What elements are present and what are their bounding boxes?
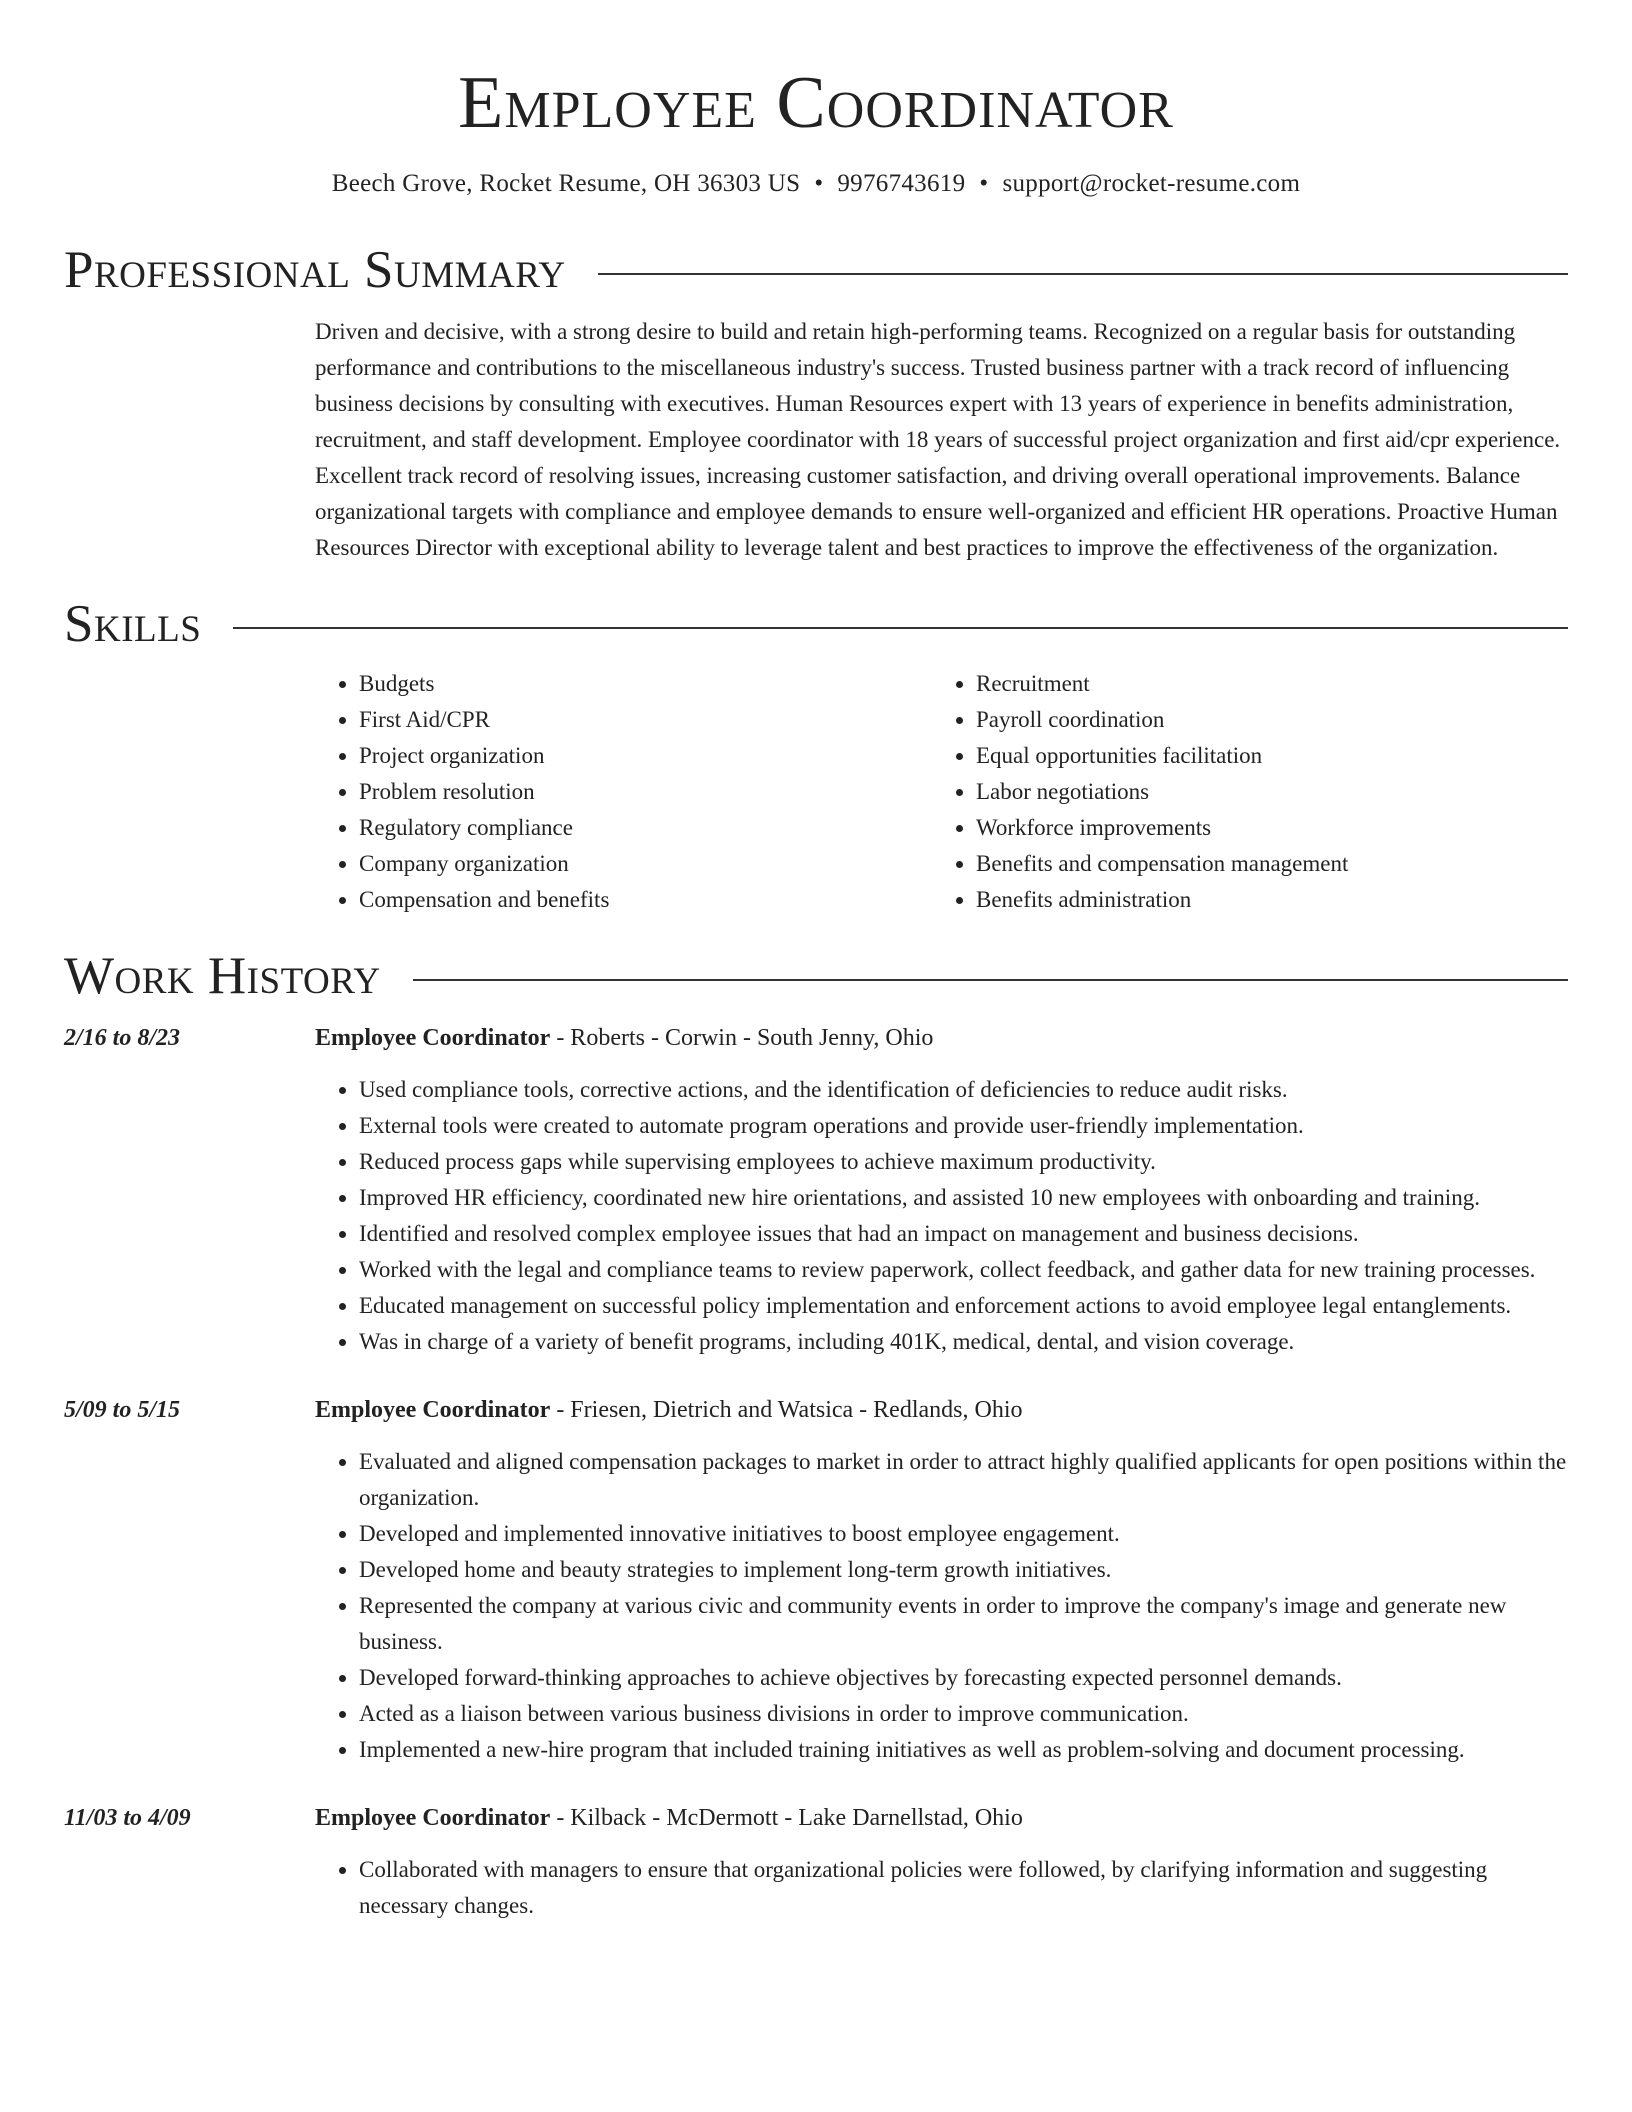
summary-heading: Professional Summary [64,241,566,299]
job-bullets [315,1444,1568,1768]
job-org: - Friesen, Dietrich and Watsica - Redlands, Ohio [550,1397,1023,1423]
job-bullet: • Developed forward-thinking approaches to achieve objectives by forecasting expected personnel demands. [359,1660,1568,1696]
skills-column-left [315,666,932,918]
section-divider [413,979,1568,981]
job-bullet: • Worked with the legal and compliance teams to review paperwork, collect feedback, and gather data for new training processes. [359,1252,1568,1288]
job-dates: 11/03 to 4/09 [64,1805,191,1831]
job-body [315,1020,1568,1360]
contact-address: Beech Grove, Rocket Resume, OH 36303 US [331,170,801,197]
job-entry [64,1020,1568,1360]
job-org: - Roberts - Corwin - South Jenny, Ohio [550,1025,934,1051]
contact-email[interactable]: support@rocket-resume.com [1002,170,1301,197]
skill-item: • Problem resolution [359,774,932,810]
job-bullet: • Collaborated with managers to ensure that organizational policies were followed, by clarifying information and suggesting necessary changes. [359,1852,1568,1924]
job-title-line [315,1800,1568,1836]
skill-item: • Company organization [359,846,932,882]
job-bullet: • Reduced process gaps while supervising employees to achieve maximum productivity. [359,1144,1568,1180]
contact-line [64,168,1568,200]
contact-separator: • [814,170,824,197]
contact-separator: • [979,170,989,197]
skill-item: • Regulatory compliance [359,810,932,846]
skill-item: • Payroll coordination [976,702,1549,738]
job-bullet: • Used compliance tools, corrective actions, and the identification of deficiencies to reduce audit risks. [359,1072,1568,1108]
skill-item: • Budgets [359,666,932,702]
skill-item: • First Aid/CPR [359,702,932,738]
skills-list [315,666,1568,918]
job-dates: 2/16 to 8/23 [64,1025,181,1051]
resume-page [64,0,1568,1924]
skill-item: • Project organization [359,738,932,774]
job-body [315,1800,1568,1924]
job-title-line [315,1020,1568,1056]
contact-phone: 9976743619 [837,170,966,197]
candidate-name: Employee Coordinator [458,62,1174,144]
job-role: Employee Coordinator [315,1025,551,1051]
job-bullet: • Was in charge of a variety of benefit programs, including 401K, medical, dental, and vision coverage. [359,1324,1568,1360]
job-bullet: • Identified and resolved complex employee issues that had an impact on management and business decisions. [359,1216,1568,1252]
skill-item: • Equal opportunities facilitation [976,738,1549,774]
job-bullet: • Educated management on successful policy implementation and enforcement actions to avoid employee legal entanglements. [359,1288,1568,1324]
job-bullet: • Improved HR efficiency, coordinated new hire orientations, and assisted 10 new employees with onboarding and training. [359,1180,1568,1216]
job-bullet: • Implemented a new-hire program that included training initiatives as well as problem-solving and document processing. [359,1732,1568,1768]
skill-item: • Compensation and benefits [359,882,932,918]
summary-section-header [64,242,1568,298]
job-entry [64,1392,1568,1768]
section-divider [233,627,1568,629]
job-dates: 5/09 to 5/15 [64,1397,181,1423]
section-divider [598,273,1568,275]
job-body [315,1392,1568,1768]
job-org: - Kilback - McDermott - Lake Darnellstad, Ohio [550,1805,1023,1831]
skill-item: • Labor negotiations [976,774,1549,810]
job-bullets [315,1852,1568,1924]
job-bullet: • Developed home and beauty strategies to implement long-term growth initiatives. [359,1552,1568,1588]
job-bullet: • External tools were created to automate program operations and provide user-friendly implementation. [359,1108,1568,1144]
summary-text: Driven and decisive, with a strong desire to build and retain high-performing teams. Recognized on a regular basis for outstanding performance and contributions to the miscellaneous industry's success. Trusted business partner with a track record of influencing business decisions by consulting with executives. Human Resources expert with 13 years of experience in benefits administration, recruitment, and staff development. Employee coordinator with 18 years of successful project organization and first aid/cpr experience. Excellent track record of resolving issues, increasing customer satisfaction, and driving overall operational improvements. Balance organizational targets with compliance and employee demands to ensure well-organized and efficient HR operations. Proactive Human Resources Director with exceptional ability to leverage talent and best practices to improve the effectiveness of the organization. [315,319,1561,560]
job-bullet: • Represented the company at various civic and community events in order to improve the company's image and generate new business. [359,1588,1568,1660]
skills-heading: Skills [64,595,202,653]
work-section-header [64,948,1568,1004]
skill-item: • Benefits administration [976,882,1549,918]
job-role: Employee Coordinator [315,1397,551,1423]
job-bullet: • Evaluated and aligned compensation packages to market in order to attract highly qualified applicants for open positions within the organization. [359,1444,1568,1516]
skill-item: • Benefits and compensation management [976,846,1549,882]
job-title-line [315,1392,1568,1428]
skills-section-header [64,596,1568,652]
skill-item: • Recruitment [976,666,1549,702]
job-entry [64,1800,1568,1924]
work-heading: Work History [64,947,381,1005]
job-role: Employee Coordinator [315,1805,551,1831]
skill-item: • Workforce improvements [976,810,1549,846]
job-bullet: • Acted as a liaison between various business divisions in order to improve communication. [359,1696,1568,1732]
job-bullet: • Developed and implemented innovative initiatives to boost employee engagement. [359,1516,1568,1552]
job-bullets [315,1072,1568,1360]
skills-column-right [932,666,1549,918]
